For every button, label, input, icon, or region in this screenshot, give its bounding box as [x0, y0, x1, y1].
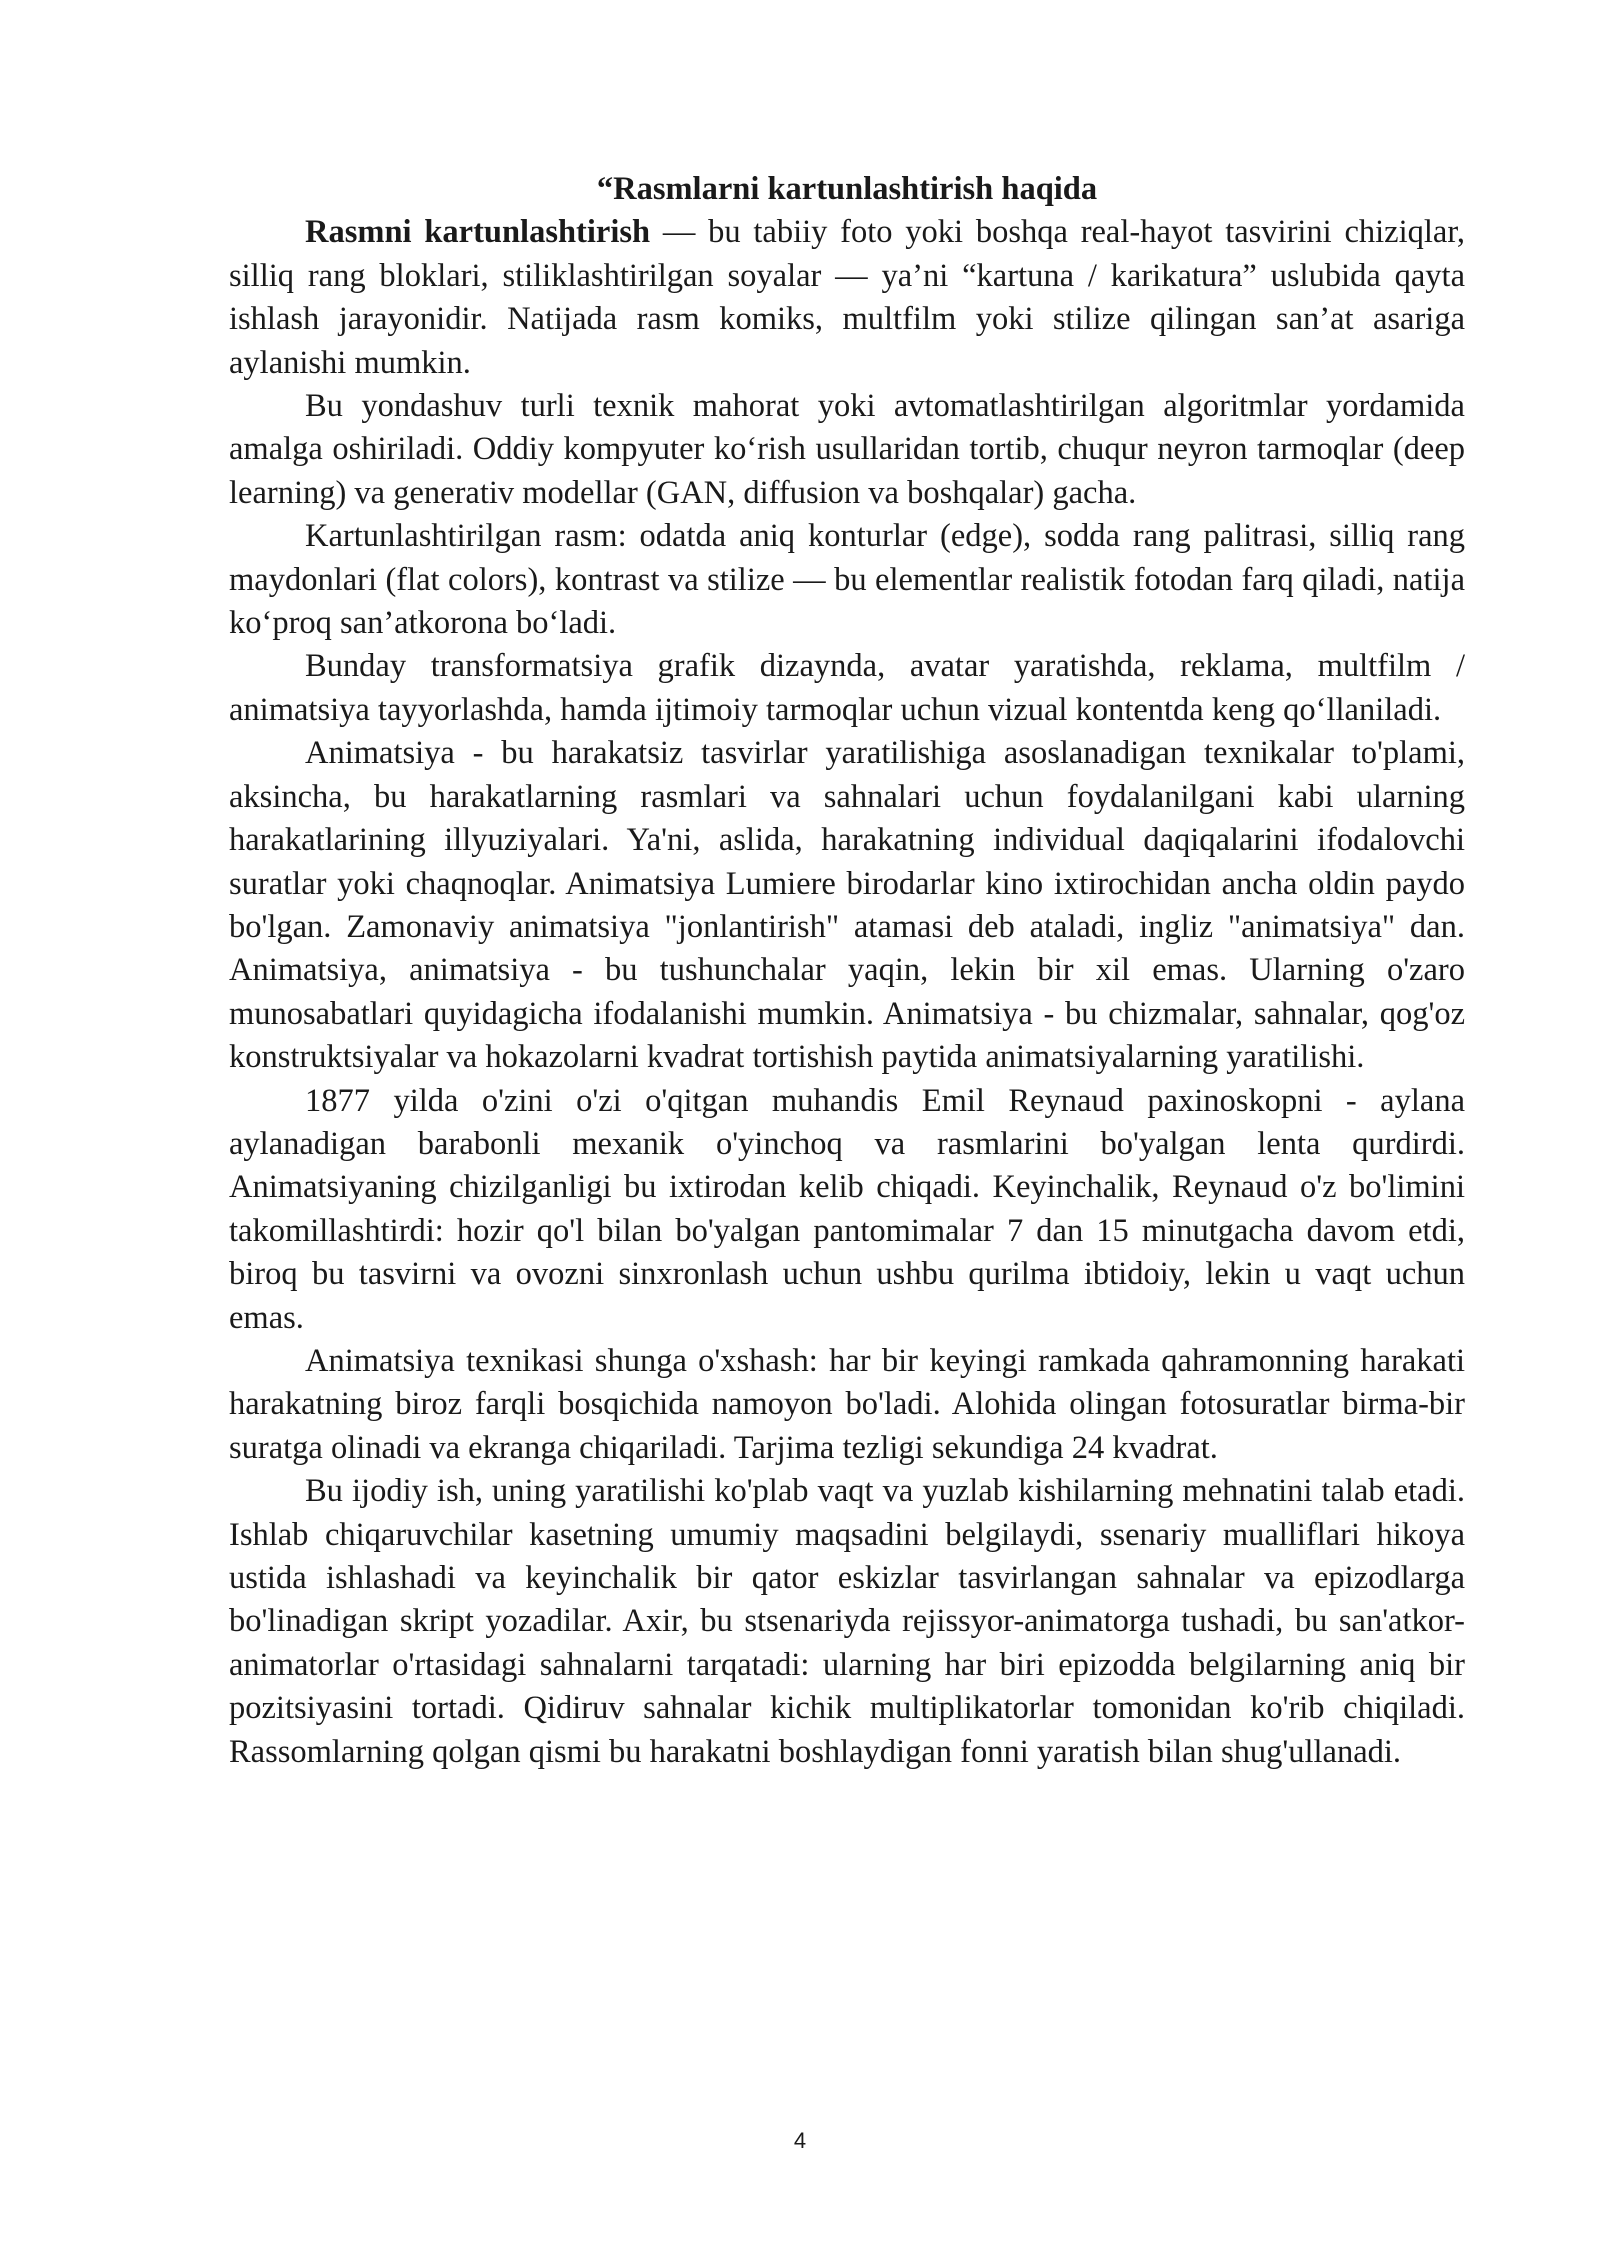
- paragraph: Bunday transformatsiya grafik dizaynda, avatar yaratishda, reklama, multfilm / animatsiya tayyorlashda, hamda ijtimoiy tarmoqlar uchun vizual kontentda keng qo‘llaniladi.: [229, 648, 1465, 728]
- document-title: “Rasmlarni kartunlashtirish haqida: [596, 171, 1098, 207]
- paragraph-lead-term: Rasmni kartunlashtirish: [305, 214, 651, 251]
- document-body: [229, 168, 1465, 1774]
- paragraph: Bu yondashuv turli texnik mahorat yoki avtomatlashtirilgan algoritmlar yordamida amalga oshiriladi. Oddiy kompyuter ko‘rish usullaridan tortib, chuqur neyron tarmoqlar (deep learning) va generativ modellar (GAN, diffusion va boshqalar) gacha.: [229, 388, 1465, 511]
- paragraph: Animatsiya texnikasi shunga o'xshash: har bir keyingi ramkada qahramonning harakati harakatning biroz farqli bosqichida namoyon bo'ladi. Alohida olingan fotosuratlar birma-bir suratga olinadi va ekranga chiqariladi. Tarjima tezligi sekundiga 24 kvadrat.: [229, 1342, 1465, 1466]
- page-number: 4: [793, 2128, 807, 2153]
- paragraph: 1877 yilda o'zini o'zi o'qitgan muhandis Emil Reynaud paxinoskopni - aylana aylanadigan barabonli mexanik o'yinchoq va rasmlarini bo'yalgan lenta qurdirdi. Animatsiyaning chizilganligi bu ixtirodan kelib chiqadi. Keyinchalik, Reynaud o'z bo'limini takomillashtirdi: hozir qo'l bilan bo'yalgan pantomimalar 7 dan 15 minutgacha davom etdi, biroq bu tasvirni va ovozni sinxronlash uchun ushbu qurilma ibtidoiy, lekin u vaqt uchun emas.: [229, 1082, 1465, 1336]
- paragraph: Animatsiya - bu harakatsiz tasvirlar yaratilishiga asoslanadigan texnikalar to'plami, aksincha, bu harakatlarning rasmlari va sahnalari uchun foydalanilgani kabi ularning harakatlarining illyuziyalari. Ya'ni, aslida, harakatning individual daqiqalarini ifodalovchi suratlar yoki chaqnoqlar. Animatsiya Lumiere birodarlar kino ixtirochidan ancha oldin paydo bo'lgan. Zamonaviy animatsiya "jonlantirish" atamasi deb ataladi, ingliz "animatsiya" dan. Animatsiya, animatsiya - bu tushunchalar yaqin, lekin bir xil emas. Ularning o'zaro munosabatlari quyidagicha ifodalanishi mumkin. Animatsiya - bu chizmalar, sahnalar, qog'oz konstruktsiyalar va hokazolarni kvadrat tortishish paytida animatsiyalarning yaratilishi.: [229, 735, 1465, 1076]
- paragraph-text: — bu tabiiy foto yoki boshqa real-hayot tasvirini chiziqlar, silliq rang bloklari, stiliklashtirilgan soyalar — ya’ni “kartuna / karikatura” uslubida qayta ishlash jarayonidir. Natijada rasm komiks, multfilm yoki stilize qilingan san’at asariga aylanishi mumkin.: [229, 214, 1465, 381]
- paragraph: Bu ijodiy ish, uning yaratilishi ko'plab vaqt va yuzlab kishilarning mehnatini talab etadi. Ishlab chiqaruvchilar kasetning umumiy maqsadini belgilaydi, ssenariy mualliflari hikoya ustida ishlashadi va keyinchalik bir qator eskizlar tasvirlangan sahnalar va epizodlarga bo'linadigan skript yozadilar. Axir, bu stsenariyda rejissyor-animatorga tushadi, bu san'atkor-animatorlar o'rtasidagi sahnalarni tarqatadi: ularning har biri epizodda belgilarning aniq bir pozitsiyasini tortadi. Qidiruv sahnalar kichik multiplikatorlar tomonidan ko'rib chiqiladi. Rassomlarning qolgan qismi bu harakatni boshlaydigan fonni yaratish bilan shug'ullanadi.: [229, 1473, 1465, 1770]
- paragraph: [229, 211, 1465, 385]
- paragraph: Kartunlashtirilgan rasm: odatda aniq konturlar (edge), sodda rang palitrasi, silliq rang maydonlari (flat colors), kontrast va stilize — bu elementlar realistik fotodan farq qiladi, natija ko‘proq san’atkorona bo‘ladi.: [229, 518, 1465, 642]
